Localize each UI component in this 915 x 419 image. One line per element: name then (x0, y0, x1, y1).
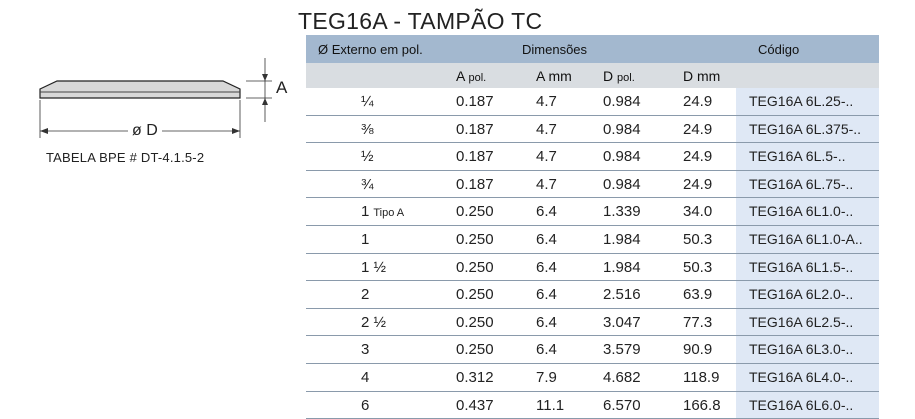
cell-d-pol: 2.516 (603, 286, 641, 304)
cell-code: TEG16A 6L2.0-.. (736, 281, 879, 308)
cell-a-pol: 0.187 (456, 175, 494, 193)
cell-size (361, 369, 369, 386)
header-outer-diameter: Ø Externo em pol. (318, 42, 423, 57)
cell-a-pol: 0.187 (456, 93, 494, 110)
cell-a-pol: 0.250 (456, 286, 494, 304)
cell-a-pol: 0.187 (456, 120, 494, 138)
cell-a-pol: 0.250 (456, 203, 494, 221)
table-row (306, 281, 879, 309)
cell-a-pol: 0.312 (456, 368, 494, 386)
subheader-d-pol-main: D (603, 68, 614, 84)
subheader-a-pol-main: A (456, 68, 465, 84)
cell-d-mm: 166.8 (683, 396, 721, 414)
table-subheader (306, 63, 879, 88)
subheader-d-pol (603, 68, 635, 84)
page-title: TEG16A - TAMPÃO TC (298, 8, 543, 34)
cell-d-pol: 4.682 (603, 368, 641, 386)
cell-size-value: 2 ½ (361, 313, 387, 331)
table-row (306, 198, 879, 226)
subheader-a-mm-main: A (536, 68, 545, 84)
cell-a-pol: 0.437 (456, 396, 494, 414)
table-group-header (306, 35, 879, 63)
cell-size (361, 93, 374, 110)
table-row (306, 364, 879, 392)
cap-profile-shape (40, 81, 240, 98)
cell-code: TEG16A 6L.75-.. (736, 171, 879, 198)
cell-size-value: ½ (361, 148, 374, 166)
cell-d-mm: 24.9 (683, 148, 713, 166)
dimensions-table (306, 35, 879, 419)
cell-a-mm: 4.7 (536, 93, 557, 110)
dim-a-label: A (276, 78, 288, 97)
dim-d-label: ø D (128, 122, 162, 140)
cell-size (361, 121, 374, 138)
cell-a-pol: 0.250 (456, 230, 494, 248)
cell-a-pol: 0.250 (456, 258, 494, 276)
cell-size (361, 286, 369, 303)
cell-d-pol: 3.579 (603, 341, 641, 359)
cell-size-suffix: Tipo A (373, 207, 405, 220)
cell-size (361, 231, 369, 248)
cell-size-value: 2 (361, 286, 370, 304)
cell-d-pol: 6.570 (603, 396, 641, 414)
cell-d-mm: 24.9 (683, 93, 713, 110)
table-row (306, 143, 879, 171)
cell-a-mm: 6.4 (536, 313, 557, 331)
cell-d-pol: 0.984 (603, 93, 641, 110)
cell-size-value: 4 (361, 368, 370, 386)
cell-size-value: ¼ (361, 93, 374, 110)
cell-code: TEG16A 6L.5-.. (736, 143, 879, 170)
cell-d-mm: 90.9 (683, 341, 713, 359)
cell-code: TEG16A 6L2.5-.. (736, 309, 879, 336)
cell-d-mm: 77.3 (683, 313, 713, 331)
subheader-a-pol (456, 68, 486, 84)
cell-code: TEG16A 6L1.0-.. (736, 198, 879, 225)
dim-a-arrow-top (262, 74, 268, 81)
cell-d-pol: 1.984 (603, 230, 641, 248)
cell-d-mm: 50.3 (683, 258, 713, 276)
cell-a-mm: 4.7 (536, 175, 557, 193)
subheader-d-mm (683, 68, 720, 84)
table-row (306, 116, 879, 144)
cell-a-pol: 0.250 (456, 313, 494, 331)
table-row (306, 226, 879, 254)
table-row (306, 336, 879, 364)
cell-code: TEG16A 6L.375-.. (736, 116, 879, 143)
table-row (306, 171, 879, 199)
cell-size (361, 341, 369, 358)
cell-d-pol: 0.984 (603, 120, 641, 138)
cell-a-pol: 0.250 (456, 341, 494, 359)
subheader-d-pol-unit: pol. (617, 72, 635, 84)
cell-d-pol: 3.047 (603, 313, 641, 331)
cell-size (361, 203, 404, 220)
cell-a-mm: 6.4 (536, 203, 557, 221)
cell-size-value: ¾ (361, 175, 374, 193)
cell-size-value: 1 (361, 230, 370, 248)
cell-a-mm: 6.4 (536, 341, 557, 359)
cell-size-value: ⅜ (361, 120, 374, 138)
cell-d-mm: 118.9 (683, 368, 720, 386)
cell-a-mm: 6.4 (536, 230, 557, 248)
cell-a-mm: 6.4 (536, 258, 557, 276)
cell-d-pol: 0.984 (603, 175, 641, 193)
cell-a-mm: 6.4 (536, 286, 557, 304)
cell-size (361, 259, 386, 276)
cell-a-pol: 0.187 (456, 148, 494, 166)
cell-size (361, 314, 386, 331)
cell-code: TEG16A 6L6.0-.. (736, 392, 879, 419)
cell-d-mm: 24.9 (683, 175, 713, 193)
cell-size (361, 397, 369, 414)
header-dimensions: Dimensões (522, 42, 588, 57)
subheader-d-mm-main: D (683, 68, 694, 84)
cell-code: TEG16A 6L3.0-.. (736, 336, 879, 363)
cell-d-pol: 1.984 (603, 258, 641, 276)
cell-code: TEG16A 6L.25-.. (736, 88, 879, 115)
subheader-a-pol-unit: pol. (468, 72, 487, 84)
cell-size-value: 1 (361, 203, 370, 221)
cap-technical-drawing (20, 40, 290, 190)
cell-code: TEG16A 6L1.0-A.. (736, 226, 879, 253)
cell-d-mm: 63.9 (683, 286, 713, 304)
cell-size-value: 3 (361, 341, 370, 359)
cell-size (361, 148, 374, 165)
subheader-a-mm (536, 68, 572, 84)
table-row (306, 309, 879, 337)
cell-size (361, 176, 374, 193)
dim-d-arrow-right (232, 128, 240, 134)
cell-d-pol: 1.339 (603, 203, 641, 221)
table-row (306, 88, 879, 116)
cell-d-mm: 50.3 (683, 230, 713, 248)
cell-size-value: 6 (361, 396, 370, 414)
header-code: Código (758, 42, 800, 57)
table-row (306, 254, 879, 282)
cell-a-mm: 7.9 (536, 368, 557, 386)
subheader-d-mm-unit: mm (697, 68, 721, 84)
cell-a-mm: 4.7 (536, 120, 557, 138)
cell-d-mm: 34.0 (683, 203, 713, 221)
dim-a-arrow-bottom (262, 98, 268, 105)
dim-d-arrow-left (40, 128, 48, 134)
cell-code: TEG16A 6L4.0-.. (736, 364, 879, 391)
cell-size-value: 1 ½ (361, 258, 387, 276)
cell-d-pol: 0.984 (603, 148, 641, 166)
cell-a-mm: 11.1 (536, 396, 565, 414)
subheader-a-mm-unit: mm (548, 68, 572, 84)
drawing-caption: TABELA BPE # DT-4.1.5-2 (46, 150, 205, 165)
cell-d-mm: 24.9 (683, 120, 713, 138)
table-body (306, 88, 879, 419)
cell-code: TEG16A 6L1.5-.. (736, 254, 879, 281)
table-row (306, 392, 879, 419)
cell-a-mm: 4.7 (536, 148, 557, 166)
